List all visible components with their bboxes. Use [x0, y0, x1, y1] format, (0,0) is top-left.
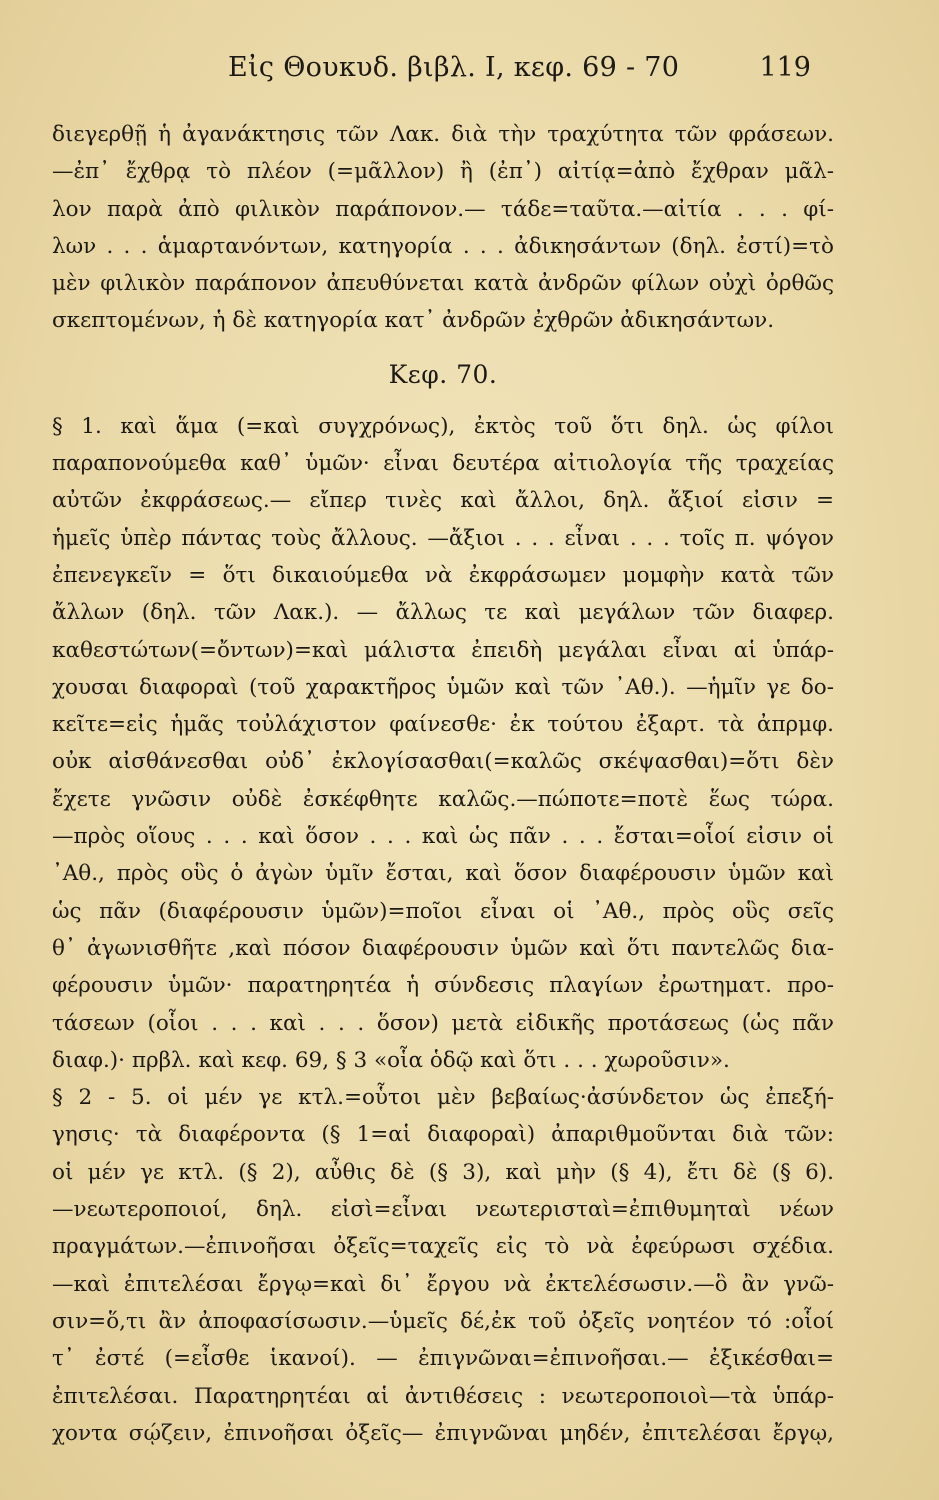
- text-line: γησις· τὰ διαφέροντα (§ 1=αἱ διαφοραὶ) ἀπαριθμοῦνται διὰ τῶν:: [52, 1122, 834, 1148]
- text-line: —ἐπ᾽ ἔχθρᾳ τὸ πλέον (=μᾶλλον) ἢ (ἐπ᾽) αἰτίᾳ=ἀπὸ ἔχθραν μᾶλ-: [52, 159, 834, 185]
- text-line: —πρὸς οἵους . . . καὶ ὅσον . . . καὶ ὡς πᾶν . . . ἔσται=οἷοί εἰσιν οἱ: [52, 824, 834, 850]
- text-line: —καὶ ἐπιτελέσαι ἔργῳ=καὶ δι᾽ ἔργου νὰ ἐκτελέσωσιν.—ὃ ἂν γνῶ-: [52, 1271, 834, 1297]
- text-line: § 2 - 5. οἱ μέν γε κτλ.=οὗτοι μὲν βεβαίως·ἀσύνδετον ὡς ἐπεξή-: [52, 1085, 834, 1111]
- text-line: ἐπενεγκεῖν = ὅτι δικαιούμεθα νὰ ἐκφράσωμεν μομφὴν κατὰ τῶν: [52, 562, 834, 588]
- text-line: λον παρὰ ἀπὸ φιλικὸν παράπονον.— τάδε=ταῦτα.—αἰτία . . . φί-: [52, 196, 834, 222]
- text-line: ἐπιτελέσαι. Παρατηρητέαι αἱ ἀντιθέσεις : νεωτεροποιοὶ—τὰ ὑπάρ-: [52, 1383, 834, 1409]
- text-line: χουσαι διαφοραὶ (τοῦ χαρακτῆρος ὑμῶν καὶ τῶν ᾿Αθ.). —ἡμῖν γε δο-: [52, 674, 834, 700]
- text-line: τάσεων (οἷοι . . . καὶ . . . ὅσον) μετὰ εἰδικῆς προτάσεως (ὡς πᾶν: [52, 1010, 834, 1036]
- text-line: διαφ.)· πρβλ. καὶ κεφ. 69, § 3 «οἷα ὁδῷ καὶ ὅτι . . . χωροῦσιν».: [52, 1047, 730, 1073]
- text-line: τ᾽ ἐστέ (=εἶσθε ἱκανοί). — ἐπιγνῶναι=ἐπινοῆσαι.— ἐξικέσθαι=: [52, 1346, 834, 1372]
- page-number: 119: [759, 52, 811, 83]
- text-line: χοντα σῴζειν, ἐπινοῆσαι ὀξεῖς— ἐπιγνῶναι μηδέν, ἐπιτελέσαι ἔργῳ,: [52, 1420, 834, 1446]
- text-line: μὲν φιλικὸν παράπονον ἀπευθύνεται κατὰ ἀνδρῶν φίλων οὐχὶ ὀρθῶς: [52, 271, 834, 297]
- text-line: σκεπτομένων, ἡ δὲ κατηγορία κατ᾽ ἀνδρῶν ἐχθρῶν ἀδικησάντων.: [52, 308, 775, 334]
- text-line: καθεστώτων(=ὄντων)=καὶ μάλιστα ἐπειδὴ μεγάλαι εἶναι αἱ ὑπάρ-: [52, 637, 834, 663]
- text-line: —νεωτεροποιοί, δηλ. εἰσὶ=εἶναι νεωτερισταὶ=ἐπιθυμηταὶ νέων: [52, 1197, 834, 1223]
- running-title: Εἰς Θουκυδ. βιβλ. I, κεφ. 69 - 70: [228, 52, 680, 83]
- chapter-heading: Κεφ. 70.: [388, 359, 498, 389]
- text-line: παραπονούμεθα καθ᾽ ὑμῶν· εἶναι δευτέρα αἰτιολογία τῆς τραχείας: [52, 451, 834, 477]
- text-line: αὐτῶν ἐκφράσεως.— εἴπερ τινὲς καὶ ἄλλοι, δηλ. ἄξιοί εἰσιν =: [52, 488, 834, 514]
- text-line: ἡμεῖς ὑπὲρ πάντας τοὺς ἄλλους. —ἄξιοι . . . εἶναι . . . τοῖς π. ψόγον: [52, 525, 834, 551]
- text-line: ᾿Αθ., πρὸς οὓς ὁ ἀγὼν ὑμῖν ἔσται, καὶ ὅσον διαφέρουσιν ὑμῶν καὶ: [52, 861, 834, 887]
- text-line: πραγμάτων.—ἐπινοῆσαι ὀξεῖς=ταχεῖς εἰς τὸ νὰ ἐφεύρωσι σχέδια.: [52, 1234, 834, 1260]
- text-line: κεῖτε=εἰς ἡμᾶς τοὐλάχιστον φαίνεσθε· ἐκ τούτου ἐξαρτ. τὰ ἀπρμφ.: [52, 712, 834, 738]
- body-text: [52, 116, 834, 1452]
- chapter-commentary: [52, 408, 834, 1452]
- text-line: ὡς πᾶν (διαφέρουσιν ὑμῶν)=ποῖοι εἶναι οἱ ᾿Αθ., πρὸς οὓς σεῖς: [52, 898, 834, 924]
- text-line: διεγερθῇ ἡ ἀγανάκτησις τῶν Λακ. διὰ τὴν τραχύτητα τῶν φράσεων.: [52, 122, 834, 147]
- page-header: [0, 52, 939, 92]
- text-line: § 1. καὶ ἅμα (=καὶ συγχρόνως), ἐκτὸς τοῦ ὅτι δηλ. ὡς φίλοι: [52, 413, 834, 439]
- text-line: οὐκ αἰσθάνεσθαι οὐδ᾽ ἐκλογίσασθαι(=καλῶς σκέψασθαι)=ὅτι δὲν: [52, 749, 834, 775]
- text-line: θ᾽ ἀγωνισθῆτε ,καὶ πόσον διαφέρουσιν ὑμῶν καὶ ὅτι παντελῶς δια-: [52, 935, 834, 961]
- text-line: λων . . . ἁμαρτανόντων, κατηγορία . . . ἀδικησάντων (δηλ. ἐστί)=τὸ: [52, 233, 834, 259]
- intro-paragraph: [52, 116, 834, 340]
- text-line: ἄλλων (δηλ. τῶν Λακ.). — ἄλλως τε καὶ μεγάλων τῶν διαφερ.: [52, 600, 834, 626]
- text-line: οἱ μέν γε κτλ. (§ 2), αὖθις δὲ (§ 3), καὶ μὴν (§ 4), ἔτι δὲ (§ 6).: [52, 1159, 834, 1185]
- text-line: ἔχετε γνῶσιν οὐδὲ ἐσκέφθητε καλῶς.—πώποτε=ποτὲ ἕως τώρα.: [52, 786, 834, 812]
- text-line: φέρουσιν ὑμῶν· παρατηρητέα ἡ σύνδεσις πλαγίων ἐρωτηματ. προ-: [52, 973, 834, 999]
- text-line: σιν=ὅ,τι ἂν ἀποφασίσωσιν.—ὑμεῖς δέ,ἐκ τοῦ ὀξεῖς νοητέον τό :οἷοί: [52, 1308, 834, 1334]
